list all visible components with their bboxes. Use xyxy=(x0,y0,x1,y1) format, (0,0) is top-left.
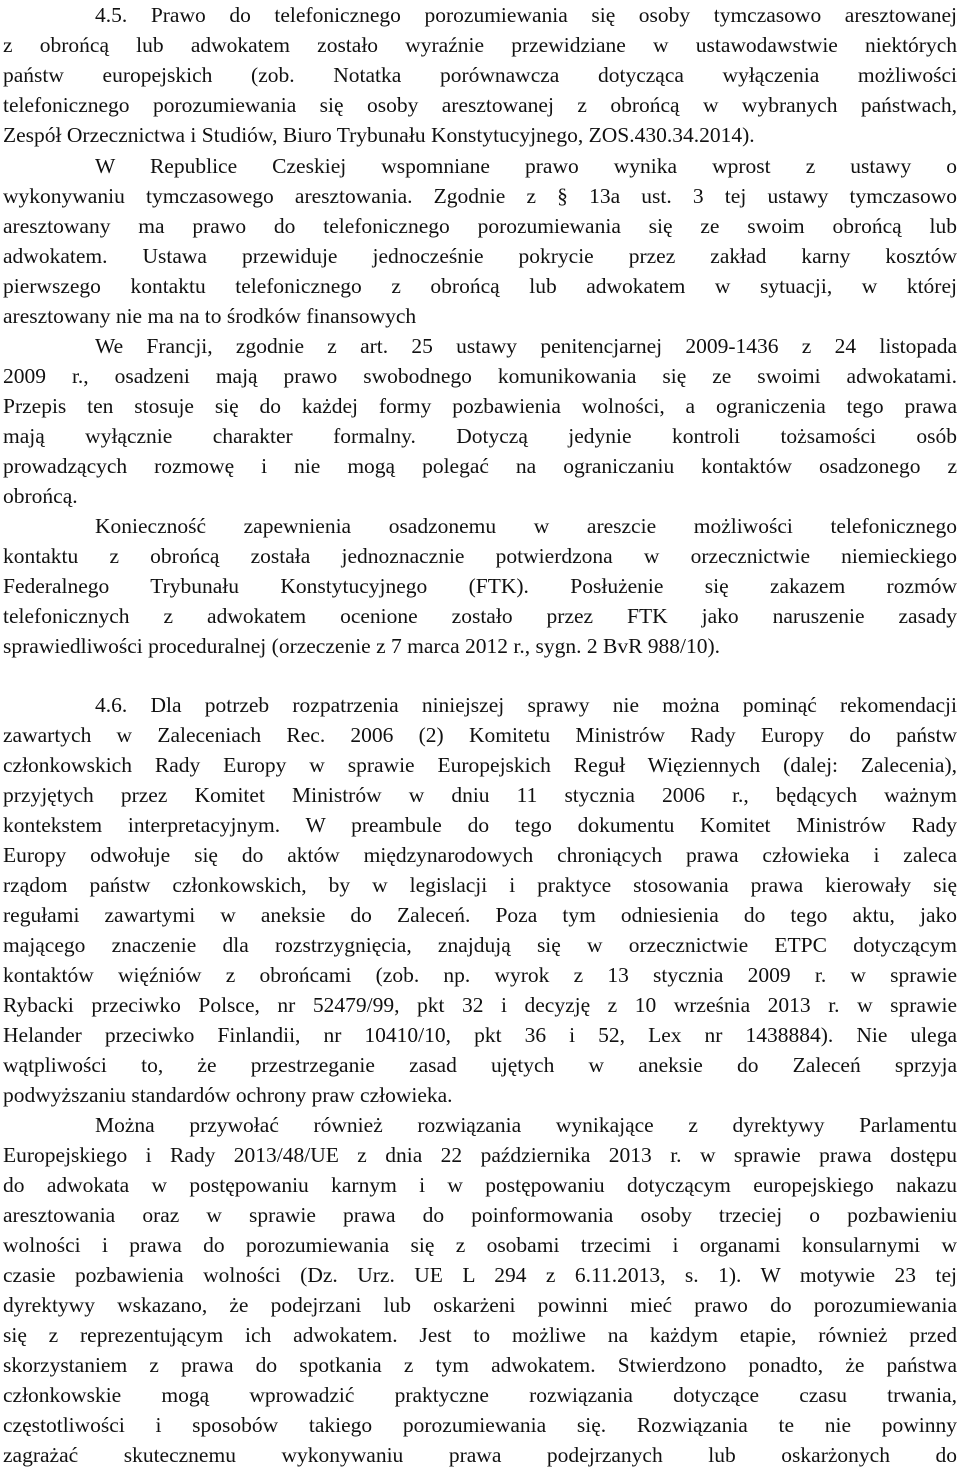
text-line: aresztowany nie ma na to środków finansowych xyxy=(3,304,417,328)
text-line: pierwszego kontaktu telefonicznego z obrońcą lub adwokatem w sytuacji, w której xyxy=(3,274,957,298)
text-line: skorzystaniem z prawa do spotkania z tym adwokatem. Stwierdzono ponadto, że państwa xyxy=(3,1353,957,1377)
text-line: 4.5. Prawo do telefonicznego porozumiewania się osoby tymczasowo aresztowanej xyxy=(95,3,957,27)
text-line: podwyższaniu standardów ochrony praw człowieka. xyxy=(3,1083,453,1107)
text-line: regułami zawartymi w aneksie do Zaleceń. Poza tym odniesienia do tego aktu, jako xyxy=(3,903,957,927)
text-line: dyrektywy wskazano, że podejrzani lub oskarżeni powinni mieć prawo do porozumiewania xyxy=(3,1293,957,1317)
text-line: czasie pozbawienia wolności (Dz. Urz. UE L 294 z 6.11.2013, s. 1). W motywie 23 tej xyxy=(3,1263,957,1287)
text-line: W Republice Czeskiej wspomniane prawo wynika wprost z ustawy o xyxy=(95,154,957,178)
text-line: Zespół Orzecznictwa i Studiów, Biuro Trybunału Konstytucyjnego, ZOS.430.34.2014). xyxy=(3,123,755,147)
text-line: 2009 r., osadzeni mają prawo swobodnego komunikowania się ze swoimi adwokatami. xyxy=(3,364,957,388)
text-line: zawartych w Zaleceniach Rec. 2006 (2) Komitetu Ministrów Rady Europy do państw xyxy=(3,723,957,747)
text-line: wątpliwości to, że przestrzeganie zasad ujętych w aneksie do Zaleceń sprzyja xyxy=(3,1053,957,1077)
text-line: Przepis ten stosuje się do każdej formy pozbawienia wolności, a ograniczenia tego prawa xyxy=(3,394,957,418)
text-line: We Francji, zgodnie z art. 25 ustawy penitencjarnej 2009-1436 z 24 listopada xyxy=(95,334,957,358)
text-line: kontaktów więźniów z obrońcami (zob. np. wyrok z 13 stycznia 2009 r. w sprawie xyxy=(3,963,957,987)
text-line: Rybacki przeciwko Polsce, nr 52479/99, pkt 32 i decyzję z 10 września 2013 r. w sprawie xyxy=(3,993,957,1017)
text-line: Konieczność zapewnienia osadzonemu w areszcie możliwości telefonicznego xyxy=(95,514,957,538)
text-line: mającego znaczenie dla rozstrzygnięcia, znajdują się w orzecznictwie ETPC dotyczącym xyxy=(3,933,957,957)
text-line: przyjętych przez Komitet Ministrów w dniu 11 stycznia 2006 r., będących ważnym xyxy=(3,783,957,807)
text-line: prowadzących rozmowę i nie mogą polegać na ograniczaniu kontaktów osadzonego z xyxy=(3,454,957,478)
text-line: 4.6. Dla potrzeb rozpatrzenia niniejszej sprawy nie można pominąć rekomendacji xyxy=(95,693,957,717)
text-line: adwokatem. Ustawa przewiduje jednocześnie pokrycie przez zakład karny kosztów xyxy=(3,244,957,268)
text-line: Helander przeciwko Finlandii, nr 10410/10, pkt 36 i 52, Lex nr 1438884). Nie ulega xyxy=(3,1023,957,1047)
text-line: aresztowany ma prawo do telefonicznego porozumiewania się ze swoim obrońcą lub xyxy=(3,214,957,238)
text-line: telefonicznych z adwokatem ocenione zostało przez FTK jako naruszenie zasady xyxy=(3,604,957,628)
text-line: rządom państw członkowskich, by w legislacji i praktyce stosowania prawa kierowały się xyxy=(3,873,957,897)
text-line: kontekstem interpretacyjnym. W preambule do tego dokumentu Komitet Ministrów Rady xyxy=(3,813,957,837)
text-line: Federalnego Trybunału Konstytucyjnego (FTK). Posłużenie się zakazem rozmów xyxy=(3,574,957,598)
text-line: członkowskie mogą wprowadzić praktyczne rozwiązania dotyczące czasu trwania, xyxy=(3,1383,957,1407)
text-line: telefonicznego porozumiewania się osoby aresztowanej z obrońcą w wybranych państwach, xyxy=(3,93,957,117)
text-line: wolności i prawa do porozumiewania się z osobami trzecimi i organami konsularnymi w xyxy=(3,1233,957,1257)
text-line: Europy odwołuje się do aktów międzynarodowych chroniących prawa człowieka i zaleca xyxy=(3,843,957,867)
text-line: zagrażać skutecznemu wykonywaniu prawa podejrzanych lub oskarżonych do xyxy=(3,1443,957,1467)
text-line: sprawiedliwości proceduralnej (orzeczenie z 7 marca 2012 r., sygn. 2 BvR 988/10). xyxy=(3,634,721,658)
text-line: kontaktu z obrońcą została jednoznacznie potwierdzona w orzecznictwie niemieckiego xyxy=(3,544,957,568)
text-line: państw europejskich (zob. Notatka porównawcza dotycząca wyłączenia możliwości xyxy=(3,63,957,87)
text-line: członkowskich Rady Europy w sprawie Europejskich Reguł Więziennych (dalej: Zalecenia), xyxy=(3,753,957,777)
text-line: Europejskiego i Rady 2013/48/UE z dnia 22 października 2013 r. w sprawie prawa dostępu xyxy=(3,1143,957,1167)
text-line: obrońcą. xyxy=(3,484,78,508)
text-line: aresztowania oraz w sprawie prawa do poinformowania osoby trzeciej o pozbawieniu xyxy=(3,1203,957,1227)
text-line: mają wyłącznie charakter formalny. Dotyczą jedynie kontroli tożsamości osób xyxy=(3,424,957,448)
text-line: się z reprezentującym ich adwokatem. Jest to możliwe na każdym etapie, również przed xyxy=(3,1323,957,1347)
text-line: z obrońcą lub adwokatem zostało wyraźnie przewidziane w ustawodawstwie niektórych xyxy=(3,33,957,57)
text-line: wykonywaniu tymczasowego aresztowania. Zgodnie z § 13a ust. 3 tej ustawy tymczasowo xyxy=(3,184,957,208)
text-line: do adwokata w postępowaniu karnym i w postępowaniu dotyczącym europejskiego nakazu xyxy=(3,1173,957,1197)
text-line: Można przywołać również rozwiązania wynikające z dyrektywy Parlamentu xyxy=(95,1113,957,1137)
text-line: częstotliwości i sposobów takiego porozumiewania się. Rozwiązania te nie powinny xyxy=(3,1413,957,1437)
